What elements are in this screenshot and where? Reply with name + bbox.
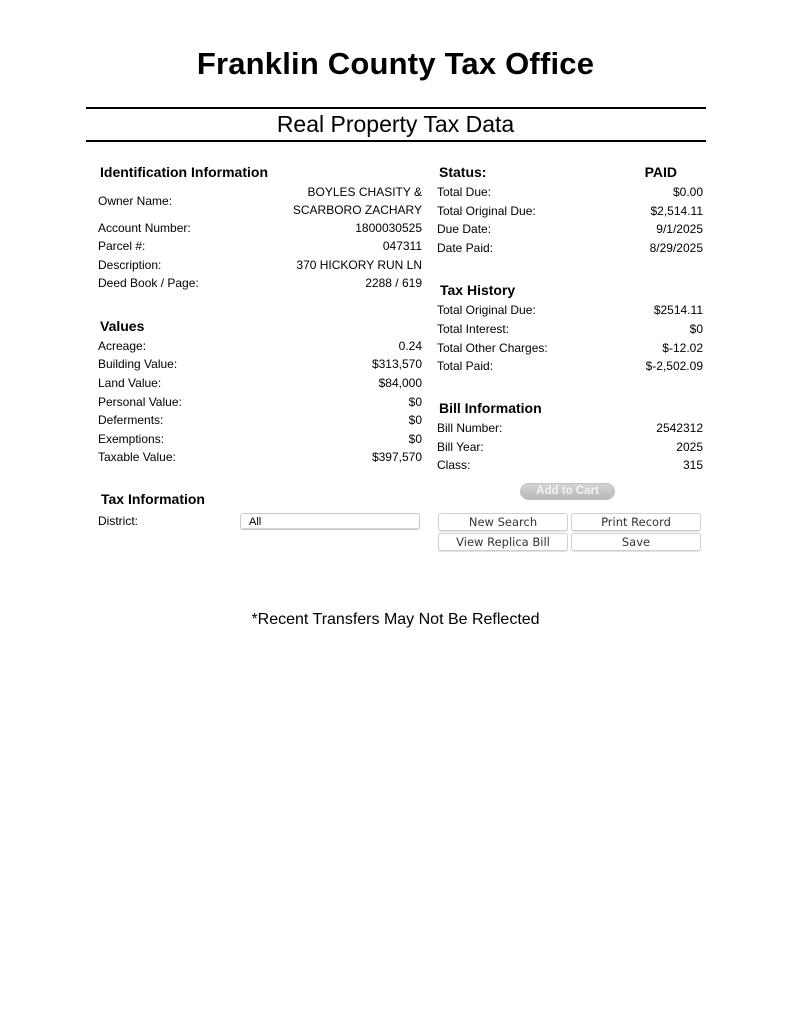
owner-name-value <box>293 183 422 219</box>
identification-heading: Identification Information <box>100 164 268 180</box>
total-due-label: Total Due: <box>437 185 492 199</box>
owner-name-row <box>98 183 422 219</box>
description-row <box>98 256 422 274</box>
building-value-label: Building Value: <box>98 357 178 371</box>
view-replica-bill-button[interactable]: View Replica Bill <box>438 533 568 551</box>
history-original-due-label: Total Original Due: <box>437 303 536 317</box>
taxable-value-value: $397,570 <box>371 450 422 464</box>
total-interest-label: Total Interest: <box>437 322 510 336</box>
print-record-button[interactable]: Print Record <box>571 513 701 531</box>
parcel-label: Parcel #: <box>98 239 146 253</box>
bill-year-value: 2025 <box>676 440 703 454</box>
personal-value-row <box>98 393 422 411</box>
page-title: Franklin County Tax Office <box>196 46 595 81</box>
owner-name-line1: BOYLES CHASITY & <box>307 185 422 199</box>
status-heading: Status: <box>439 164 487 180</box>
personal-value-label: Personal Value: <box>98 395 182 409</box>
bill-year-label: Bill Year: <box>437 440 484 454</box>
transfer-disclaimer: *Recent Transfers May Not Be Reflected <box>251 611 540 628</box>
page-subtitle: Real Property Tax Data <box>276 111 515 137</box>
deferments-label: Deferments: <box>98 413 164 427</box>
deed-book-row <box>98 274 422 292</box>
district-label-text: District: <box>98 514 138 528</box>
taxable-value-row <box>98 448 422 466</box>
deed-book-value: 2288 / 619 <box>365 276 422 290</box>
total-due-row <box>437 183 703 201</box>
total-interest-value: $0 <box>689 322 703 336</box>
district-select[interactable]: All <box>240 513 420 530</box>
taxable-value-label: Taxable Value: <box>98 450 176 464</box>
total-paid-label: Total Paid: <box>437 359 494 373</box>
history-original-due-row <box>437 301 703 319</box>
total-original-due-label: Total Original Due: <box>437 204 536 218</box>
account-number-row <box>98 219 422 237</box>
parcel-value: 047311 <box>382 239 422 253</box>
acreage-row <box>98 337 422 355</box>
total-original-due-value: $2,514.11 <box>650 204 703 218</box>
exemptions-row <box>98 430 422 448</box>
acreage-value: 0.24 <box>398 339 422 353</box>
exemptions-value: $0 <box>408 432 422 446</box>
status-header <box>439 164 677 180</box>
values-heading: Values <box>100 318 145 334</box>
due-date-row <box>437 220 703 238</box>
land-value-row <box>98 374 422 392</box>
owner-name-label: Owner Name: <box>98 194 173 208</box>
due-date-label: Due Date: <box>437 222 492 236</box>
add-to-cart-button[interactable]: Add to Cart <box>520 483 615 500</box>
district-label <box>98 512 138 530</box>
due-date-value: 9/1/2025 <box>656 222 703 236</box>
class-value: 315 <box>682 458 703 472</box>
description-label: Description: <box>98 258 162 272</box>
header-divider-bottom <box>86 140 706 142</box>
deed-book-label: Deed Book / Page: <box>98 276 199 290</box>
account-number-value: 1800030525 <box>355 221 422 235</box>
total-other-charges-label: Total Other Charges: <box>437 341 548 355</box>
deferments-row <box>98 411 422 429</box>
bill-number-label: Bill Number: <box>437 421 503 435</box>
bill-year-row <box>437 438 703 456</box>
description-value: 370 HICKORY RUN LN <box>296 258 422 272</box>
total-other-charges-value: $-12.02 <box>662 341 703 355</box>
land-value-label: Land Value: <box>98 376 162 390</box>
total-paid-row <box>437 357 703 375</box>
building-value-value: $313,570 <box>371 357 422 371</box>
building-value-row <box>98 355 422 373</box>
save-button[interactable]: Save <box>571 533 701 551</box>
total-original-due-row <box>437 202 703 220</box>
tax-history-heading: Tax History <box>440 282 516 298</box>
exemptions-label: Exemptions: <box>98 432 165 446</box>
class-label: Class: <box>437 458 471 472</box>
bill-number-value: 2542312 <box>656 421 703 435</box>
date-paid-value: 8/29/2025 <box>649 241 703 255</box>
total-other-charges-row <box>437 339 703 357</box>
bill-number-row <box>437 419 703 437</box>
personal-value-value: $0 <box>408 395 422 409</box>
total-interest-row <box>437 320 703 338</box>
date-paid-label: Date Paid: <box>437 241 494 255</box>
status-value: PAID <box>644 164 677 180</box>
land-value-value: $84,000 <box>378 376 422 390</box>
tax-information-heading: Tax Information <box>101 491 205 507</box>
account-number-label: Account Number: <box>98 221 191 235</box>
owner-name-line2: SCARBORO ZACHARY <box>292 203 422 217</box>
acreage-label: Acreage: <box>98 339 147 353</box>
bill-information-heading: Bill Information <box>439 400 542 416</box>
new-search-button[interactable]: New Search <box>438 513 568 531</box>
parcel-row <box>98 237 422 255</box>
total-paid-value: $-2,502.09 <box>645 359 703 373</box>
header-divider-top <box>86 107 706 109</box>
deferments-value: $0 <box>408 413 422 427</box>
class-row <box>437 456 703 474</box>
history-original-due-value: $2514.11 <box>653 303 703 317</box>
date-paid-row <box>437 239 703 257</box>
total-due-value: $0.00 <box>672 185 703 199</box>
